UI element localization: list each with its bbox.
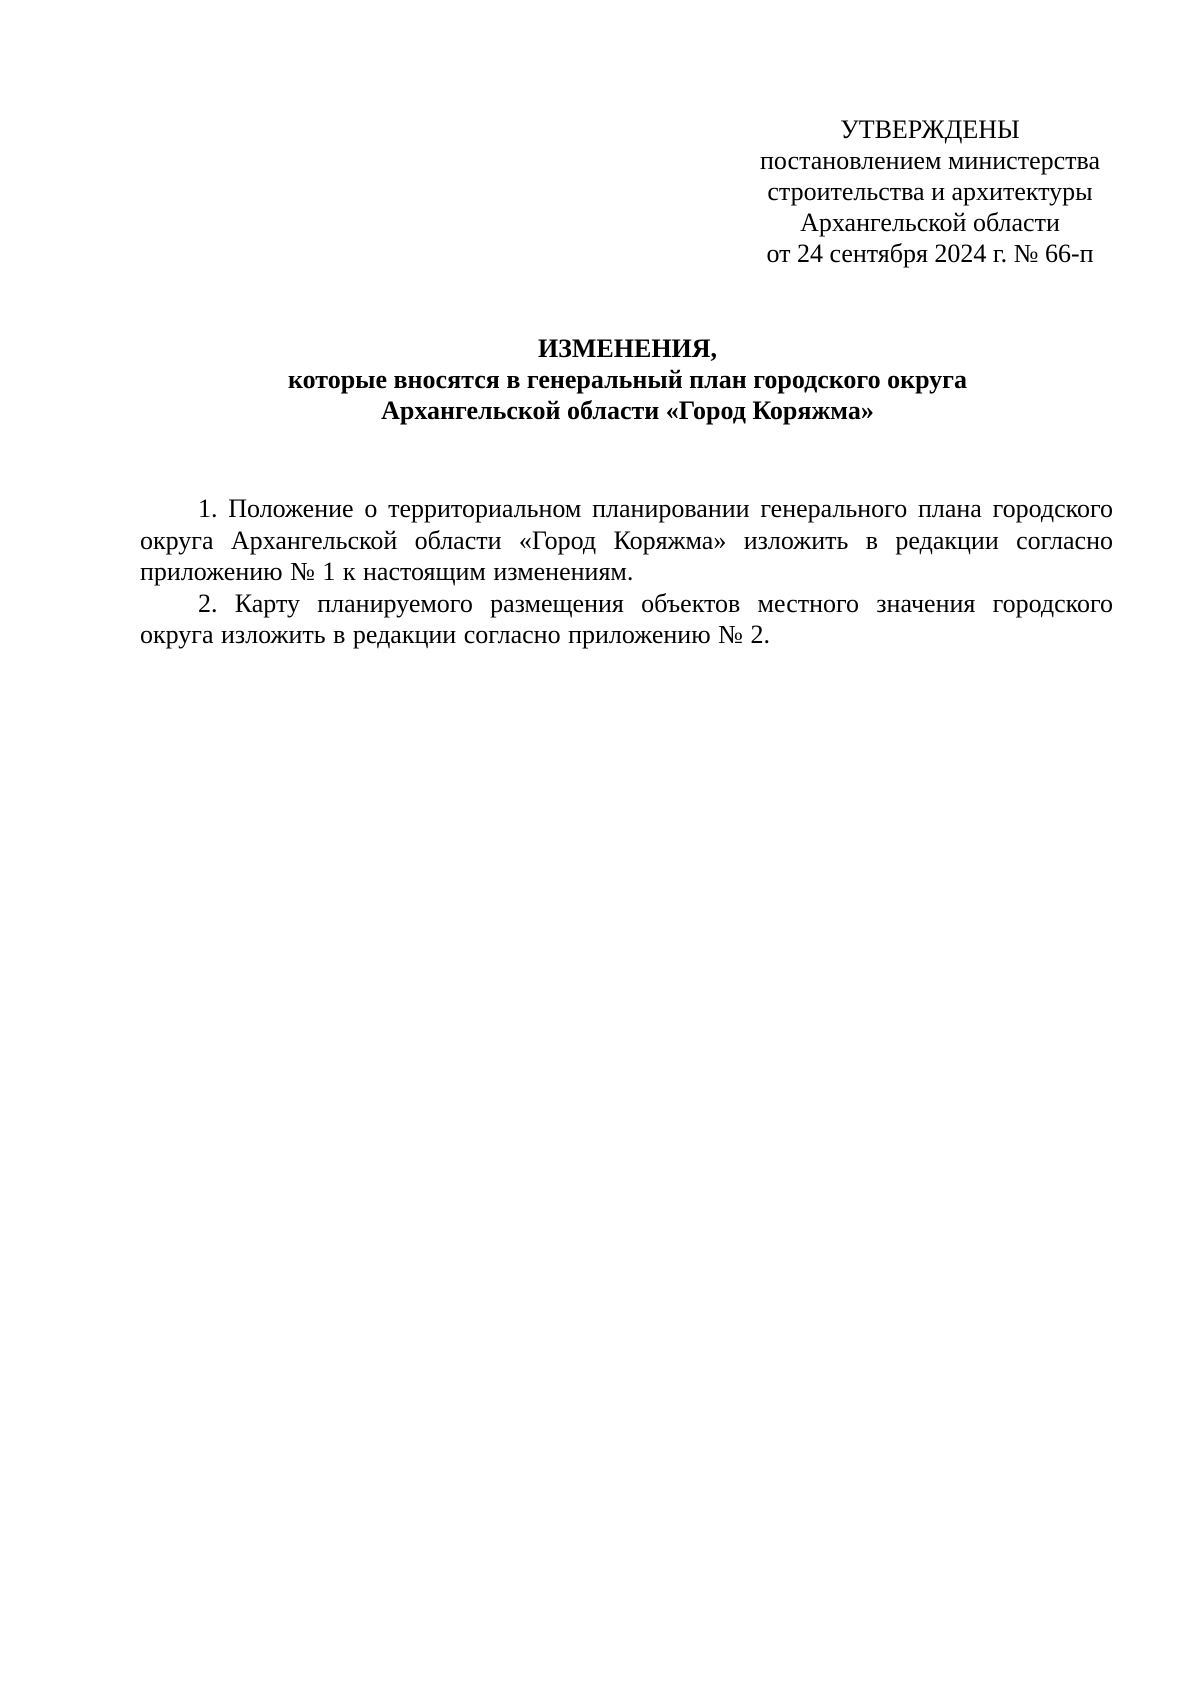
- approval-line: строительства и архитектуры: [767, 177, 1093, 206]
- approval-date: от 24 сентября 2024 г. № 66-п: [766, 239, 1094, 268]
- approval-line: постановлением министерства: [759, 146, 1101, 175]
- paragraph: 2. Карту планируемого размещения объектов местного значения городского округа изложить в редакции согласно приложению № 2.: [140, 588, 1113, 649]
- title-heading: ИЗМЕНЕНИЯ,: [537, 334, 718, 363]
- approval-heading: УТВЕРЖДЕНЫ: [840, 115, 1020, 144]
- title-subline: которые вносятся в генеральный план городского округа: [287, 365, 967, 394]
- document-body: [140, 493, 1113, 651]
- approval-line: Архангельской области: [800, 208, 1060, 237]
- approval-stamp: [700, 114, 1160, 269]
- title-subline: Архангельской области «Город Коряжма»: [381, 396, 874, 425]
- paragraph: 1. Положение о территориальном планировании генерального плана городского округа Архангельской области «Город Коряжма» изложить в редакции согласно приложению № 1 к настоящим изменениям.: [140, 494, 1113, 586]
- document-title: [140, 333, 1115, 426]
